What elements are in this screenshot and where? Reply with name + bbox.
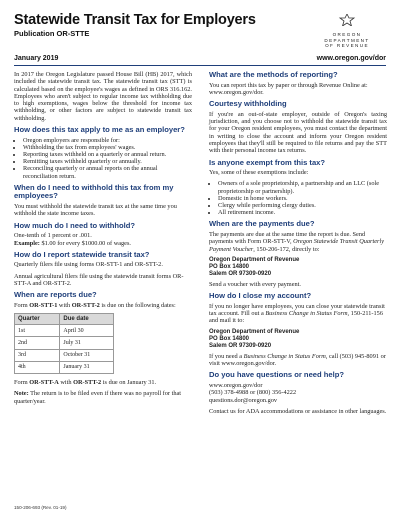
contact-email[interactable]: questions.dor@oregon.gov — [209, 396, 278, 404]
address-line: Oregon Department of Revenue — [209, 256, 300, 263]
table-row — [15, 337, 114, 349]
close-paragraph — [209, 303, 387, 325]
heading-when-withhold: When do I need to withhold this tax from my employees? — [14, 182, 174, 201]
text-run: with — [58, 378, 74, 386]
publication-date: January 2019 — [14, 55, 59, 62]
text-run: , 150-211-156 and mail it to: — [209, 310, 383, 325]
list-item: • Reconciling quarterly or annual reports on the annual reconciliation return. — [23, 165, 192, 179]
text-run: If you no longer have employees, you can close your statewide transit tax account. Fill out a — [209, 302, 385, 318]
when-paragraph: You must withhold the statewide transit tax at the same time you withhold the state income taxes. — [14, 203, 177, 218]
annual-due-paragraph — [14, 379, 192, 386]
table-cell: 2nd — [15, 337, 60, 349]
address-line: PO Box 14800 — [209, 263, 250, 270]
list-item: • All retirement income. — [218, 209, 387, 216]
form-revision-code: 150-206-693 (Rev. 01-19) — [14, 505, 67, 510]
column-header-quarter: Quarter — [15, 314, 60, 325]
exempt-list — [209, 180, 387, 216]
oregon-dor-logo — [308, 14, 386, 49]
table-cell: July 31 — [60, 337, 114, 349]
table-row — [15, 349, 114, 361]
send-voucher-paragraph: Send a voucher with every payment. — [209, 280, 301, 288]
ada-paragraph: Contact us for ADA accommodations or assistance in other languages. — [209, 407, 387, 415]
text-run: is due on January 31. — [101, 378, 157, 386]
heading-methods: What are the methods of reporting? — [209, 70, 338, 79]
form-name: OR-STT-2 — [71, 301, 100, 309]
logo-line-3: OF REVENUE — [325, 43, 369, 49]
document-header — [14, 12, 386, 49]
logo-line-1: OREGON — [332, 32, 362, 37]
methods-paragraph: You can report this tax by paper or through Revenue Online at: www.oregon.gov/dor. — [209, 81, 368, 96]
due-dates-table — [14, 313, 114, 374]
note-paragraph — [14, 390, 192, 405]
text-run: , call (503) 945-8091 or visit www.oregon.gov/dor. — [209, 352, 386, 368]
logo-line-2: DEPARTMENT — [324, 37, 370, 43]
address-line: Salem OR 97309-0920 — [209, 270, 272, 277]
list-item: • Reporting taxes withheld on a quarterly or annual return. — [23, 151, 192, 158]
contact-website[interactable]: www.oregon.gov/dor — [209, 381, 263, 389]
table-cell: 4th — [15, 361, 60, 373]
text-run: is due on the following dates: — [99, 301, 176, 309]
form-name: OR-STT-2 — [73, 378, 102, 386]
voucher-title: Oregon Statewide Transit Quarterly Payment Voucher — [209, 238, 385, 253]
list-item: • Domestic in home workers. — [218, 195, 387, 202]
list-item: • Clergy while performing clergy duties. — [218, 202, 387, 209]
heading-payments: When are the payments due? — [209, 219, 315, 229]
table-cell: April 30 — [60, 325, 114, 337]
heading-courtesy: Courtesy withholding — [209, 99, 287, 109]
date-line — [14, 55, 386, 62]
publication-number: Publication OR-STTE — [14, 29, 90, 38]
due-paragraph — [14, 302, 192, 309]
heading-reports-due: When are reports due? — [14, 290, 97, 300]
table-cell: 1st — [15, 325, 60, 337]
report-paragraph-1: Quarterly filers file using forms OR-STT-1 and OR-STT-2. — [14, 261, 163, 269]
note-text: The return is to be filed even if there was no payroll for that quarter/year. — [14, 390, 182, 405]
address-line: Salem OR 97309-0920 — [209, 342, 272, 349]
text-run: Form — [14, 301, 30, 309]
table-cell: October 31 — [60, 349, 114, 361]
courtesy-paragraph: If you're an out-of-state employer, outside of Oregon's taxing jurisdiction, and you choose not to withhold the statewide transit tax for your Oregon resident employees, you must contact the department in writing to close the account and inform your Oregon resident employees that they'll still be required to file returns and pay the STT with their personal income tax returns. — [209, 110, 387, 155]
call-paragraph — [209, 353, 387, 368]
list-item: • Owners of a sole proprietorship, a partnership and an LLC (sole proprietorship or partnership). — [218, 180, 387, 194]
heading-report: How do I report statewide transit tax? — [14, 249, 150, 259]
text-run: If you need a — [209, 352, 244, 360]
report-paragraph-2: Annual agricultural filers file using the statewide transit forms OR-STT-A and OR-STT-2. — [14, 272, 184, 288]
list-item: • Withholding the tax from employees' wages. — [23, 144, 192, 151]
intro-paragraph: In 2017 the Oregon Legislature passed House Bill (HB) 2017, which included the statewide transit tax. The statewide transit tax (STT) is calculated based on the employee's wages as defined in ORS 316.162. Employees who aren't subject to regular income tax withholding due to high exemptions, wages below the threshold for income tax withholding, or other factors are subject to statewide transit tax withholding. — [14, 71, 192, 122]
contact-phone: (503) 378-4988 or (800) 356-4222 — [209, 389, 297, 397]
table-header-row — [15, 314, 114, 325]
list-item: • Remitting taxes withheld quarterly or annually. — [23, 158, 192, 165]
note-label: Note: — [14, 390, 29, 398]
exempt-intro: Yes, some of these exemptions include: — [209, 169, 309, 177]
website-link[interactable]: www.oregon.gov/dor — [316, 55, 386, 62]
example-text: $1.00 for every $1000.00 of wages. — [39, 239, 131, 247]
right-column — [209, 71, 387, 419]
heading-apply: How does this tax apply to me as an employer? — [14, 125, 185, 135]
text-run: The payments are due at the same time the report is due. Send payments with Form OR-STT-V, — [209, 231, 366, 246]
payments-paragraph — [209, 231, 387, 253]
text-run: with — [57, 301, 72, 309]
address-line: Oregon Department of Revenue — [209, 328, 300, 335]
table-cell: 3rd — [15, 349, 60, 361]
heading-how-much: How much do I need to withhold? — [14, 220, 136, 230]
header-rule — [14, 65, 386, 66]
heading-questions: Do you have questions or need help? — [209, 370, 345, 380]
address-line: PO Box 14800 — [209, 335, 250, 342]
table-cell: January 31 — [60, 361, 114, 373]
form-name: OR-STT-A — [29, 378, 59, 386]
mailing-address-2 — [209, 329, 387, 350]
table-row — [15, 361, 114, 373]
table-row — [15, 325, 114, 337]
heading-close-account: How do I close my account? — [209, 291, 312, 301]
apply-list — [14, 137, 192, 180]
howmuch-rate: One-tenth of 1 percent or .001. — [14, 232, 92, 240]
text-run: Form — [14, 378, 30, 386]
column-header-due-date: Due date — [60, 314, 114, 325]
mailing-address-1 — [209, 257, 387, 278]
text-run: , 150-206-172, directly to: — [253, 245, 320, 253]
heading-exempt: Is anyone exempt from this tax? — [209, 157, 326, 167]
form-name: OR-STT-1 — [29, 301, 58, 309]
contact-block — [209, 382, 387, 404]
example-label: Example: — [14, 239, 40, 247]
form-title: Business Change in Status Form — [265, 310, 348, 318]
left-column — [14, 71, 192, 409]
oregon-star-icon — [338, 14, 356, 26]
form-title: Business Change in Status Form — [243, 352, 326, 360]
list-item: • Oregon employers are responsible for: — [23, 137, 192, 144]
howmuch-paragraph — [14, 232, 192, 247]
page-title: Statewide Transit Tax for Employers — [14, 12, 256, 28]
